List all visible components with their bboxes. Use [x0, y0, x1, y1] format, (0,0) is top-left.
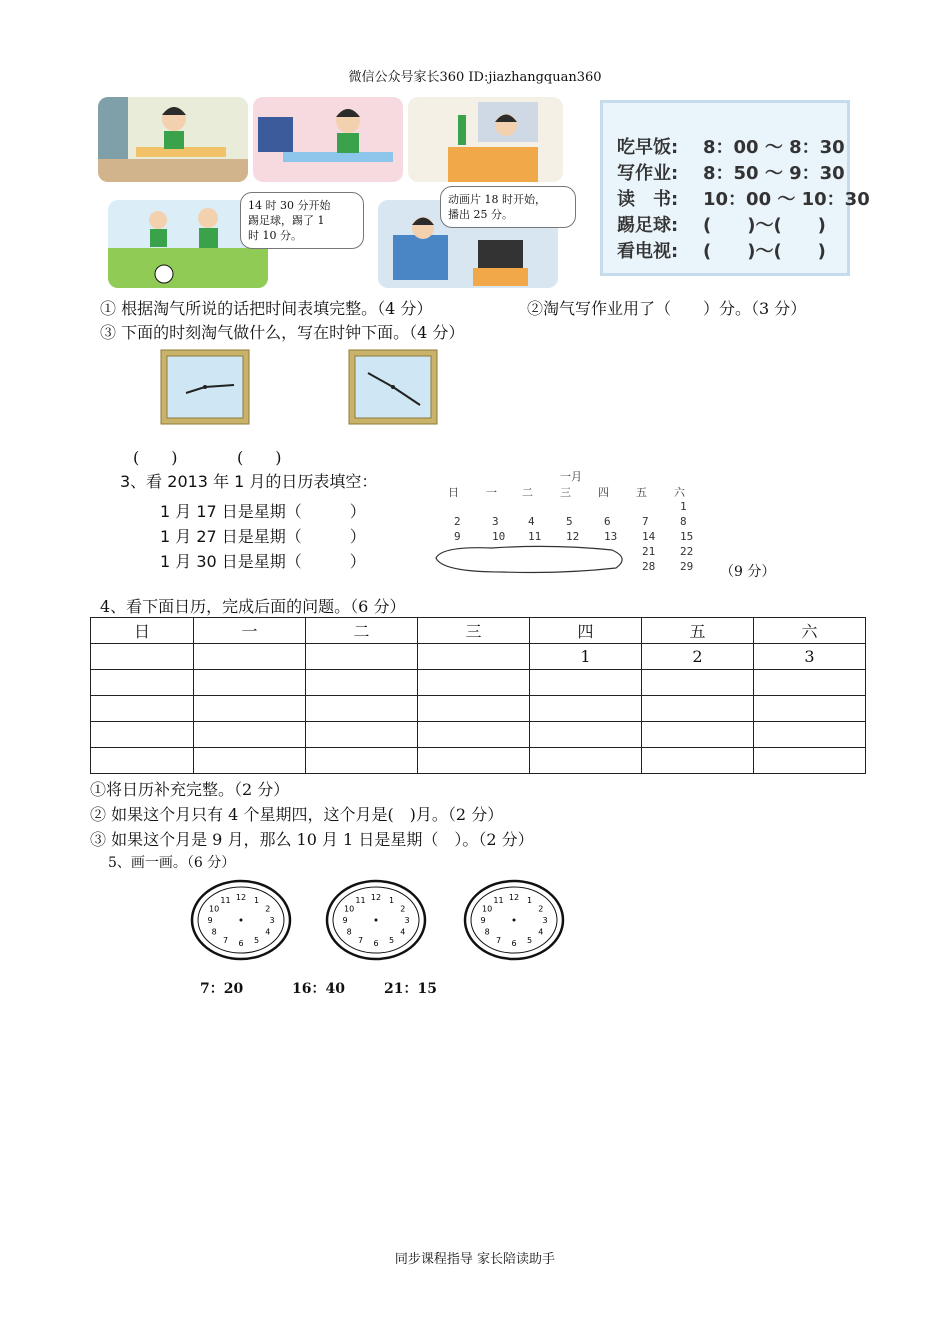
clock-numeral: 5: [526, 935, 533, 945]
table-cell[interactable]: [642, 670, 754, 696]
calendar-day: 8: [680, 515, 687, 528]
clock-numeral: 9: [207, 916, 213, 925]
table-cell[interactable]: [306, 722, 418, 748]
table-cell[interactable]: [530, 722, 642, 748]
q5-title: 5、画一画。（6 分）: [108, 855, 236, 871]
schedule-row: 读 书: 10：00 ～ 10：30: [617, 189, 870, 210]
header-cell: 六: [754, 618, 866, 644]
clock-center: [513, 919, 516, 922]
clock-numeral: 7: [495, 935, 502, 945]
table-row: [91, 722, 866, 748]
weekday-label: 一: [486, 486, 497, 499]
table-row: [91, 670, 866, 696]
table-cell[interactable]: [91, 696, 194, 722]
table-cell[interactable]: [91, 670, 194, 696]
clock-numeral: 6: [238, 939, 244, 948]
calendar-day: 11: [528, 530, 542, 543]
table-row: [91, 748, 866, 774]
clock-numeral: 7: [222, 935, 229, 945]
blank-clock-face[interactable]: [190, 879, 292, 961]
header-cell: 三: [418, 618, 530, 644]
table-cell[interactable]: [642, 722, 754, 748]
q3-title: 3、看 2013 年 1 月的日历表填空：: [120, 472, 378, 491]
table-cell[interactable]: [754, 748, 866, 774]
table-cell[interactable]: [418, 644, 530, 670]
table-cell[interactable]: [91, 748, 194, 774]
clock-numeral: 1: [526, 896, 533, 906]
table-cell[interactable]: [530, 748, 642, 774]
calendar-day: 9: [454, 530, 461, 543]
q2-part3: ③ 下面的时刻淘气做什么，写在时钟下面。（4 分）: [100, 323, 465, 342]
calendar-day: 6: [604, 515, 611, 528]
clock-center: [240, 919, 243, 922]
table-cell[interactable]: [754, 670, 866, 696]
clock-numeral: 9: [480, 916, 486, 925]
table-cell[interactable]: [418, 748, 530, 774]
calendar-day: 15: [680, 530, 694, 543]
table-cell[interactable]: [530, 696, 642, 722]
table-cell[interactable]: [91, 722, 194, 748]
clock-numeral: 11: [220, 896, 231, 906]
clock-numeral: 1: [388, 896, 395, 906]
clock-numeral: 10: [482, 904, 493, 914]
scene-homework: [253, 97, 403, 182]
table-cell[interactable]: [306, 748, 418, 774]
weekday-label: 日: [448, 486, 459, 499]
weekday-label: 五: [636, 486, 647, 499]
cartoon-speech-bubble: 动画片 18 时开始， 播出 25 分。: [440, 186, 576, 228]
time-label-3: 21：15: [384, 981, 437, 997]
weekday-label: 四: [598, 486, 609, 499]
clock-numeral: 2: [400, 904, 406, 914]
clock-numeral: 8: [211, 927, 217, 937]
table-cell[interactable]: [194, 696, 306, 722]
clock-numeral: 6: [373, 939, 379, 948]
clock-numeral: 3: [542, 916, 548, 925]
table-header-row: [91, 618, 866, 644]
q4-calendar-table: [90, 617, 866, 774]
table-cell[interactable]: [754, 722, 866, 748]
clock-numeral: 5: [253, 935, 260, 945]
table-cell[interactable]: [306, 696, 418, 722]
table-cell[interactable]: [418, 722, 530, 748]
calendar-day: 3: [492, 515, 499, 528]
table-cell[interactable]: [642, 748, 754, 774]
clock-numeral: 6: [511, 939, 517, 948]
time-label-2: 16：40: [292, 981, 345, 997]
q3-line-1: 1 月 17 日是星期（ ）: [160, 502, 366, 521]
table-cell[interactable]: 3: [754, 644, 866, 670]
time-label-1: 7：20: [200, 981, 244, 997]
table-cell[interactable]: [642, 696, 754, 722]
table-cell[interactable]: [754, 696, 866, 722]
schedule-row: 写作业: 8：50 ～ 9：30: [617, 163, 845, 184]
table-cell[interactable]: [418, 696, 530, 722]
header-cell: 四: [530, 618, 642, 644]
calendar-day: 7: [642, 515, 649, 528]
clock-numeral: 3: [269, 916, 275, 925]
football-speech-bubble: 14 时 30 分开始 踢足球，踢了 1 时 10 分。: [240, 192, 364, 249]
square-clock-1: [160, 349, 250, 429]
clock-numeral: 1: [253, 896, 260, 906]
clock-numeral: 2: [538, 904, 544, 914]
clock-numeral: 9: [342, 916, 348, 925]
clock-numeral: 12: [370, 893, 382, 902]
calendar-day: 12: [566, 530, 580, 543]
calendar-day: 2: [454, 515, 461, 528]
clock2-answer-blank[interactable]: ( ): [237, 448, 282, 467]
clock-numeral: 11: [493, 896, 504, 906]
weekday-label: 二: [522, 486, 533, 499]
table-cell[interactable]: [194, 748, 306, 774]
calendar-torn-blob: [432, 540, 632, 576]
table-row: [91, 696, 866, 722]
q3-line-2: 1 月 27 日是星期（ ）: [160, 527, 366, 546]
clock-numeral: 2: [265, 904, 271, 914]
clock-numeral: 12: [235, 893, 247, 902]
calendar-day: 4: [528, 515, 535, 528]
clock-numeral: 4: [265, 927, 271, 937]
calendar-day: 29: [680, 560, 694, 573]
calendar-day: 10: [492, 530, 506, 543]
clock-numeral: 12: [508, 893, 520, 902]
header-cell: 日: [91, 618, 194, 644]
table-cell[interactable]: [194, 644, 306, 670]
q3-score: （9 分）: [720, 564, 776, 580]
square-clock-2: [348, 349, 438, 429]
table-row: [91, 644, 866, 670]
table-cell[interactable]: 1: [530, 644, 642, 670]
clock-numeral: 11: [355, 896, 366, 906]
clock-numeral: 3: [404, 916, 410, 925]
jan-calendar-month: 一月: [560, 470, 582, 483]
header-cell: 五: [642, 618, 754, 644]
page-header: 微信公众号家长360 ID:jiazhangquan360: [348, 70, 602, 85]
clock-numeral: 10: [209, 904, 220, 914]
header-cell: 一: [194, 618, 306, 644]
clock-numeral: 4: [538, 927, 544, 937]
table-cell[interactable]: 2: [642, 644, 754, 670]
scene-breakfast: [98, 97, 248, 182]
clock-center: [375, 919, 378, 922]
clock1-answer-blank[interactable]: ( ): [133, 448, 178, 467]
clock-numeral: 5: [388, 935, 395, 945]
schedule-row: 踢足球: ( )～( ): [617, 215, 826, 236]
clock-numeral: 8: [484, 927, 490, 937]
table-cell[interactable]: [306, 644, 418, 670]
clock-numeral: 4: [400, 927, 406, 937]
clock-numeral: 8: [346, 927, 352, 937]
q4-sub1: ①将日历补充完整。（2 分）: [90, 780, 290, 799]
calendar-day: 14: [642, 530, 656, 543]
blank-clock-face[interactable]: [325, 879, 427, 961]
q2-part2: ②淘气写作业用了（ ）分。（3 分）: [527, 299, 807, 318]
table-cell[interactable]: [194, 670, 306, 696]
table-cell[interactable]: [530, 670, 642, 696]
calendar-day: 22: [680, 545, 694, 558]
calendar-day: 21: [642, 545, 656, 558]
weekday-label: 三: [560, 486, 571, 499]
calendar-day: 1: [680, 500, 687, 513]
clock-numeral: 7: [357, 935, 364, 945]
table-cell[interactable]: [418, 670, 530, 696]
calendar-day: 13: [604, 530, 618, 543]
q4-sub2: ② 如果这个月只有 4 个星期四，这个月是( )月。（2 分）: [90, 805, 504, 824]
schedule-board: [600, 100, 870, 276]
q4-title: 4、看下面日历，完成后面的问题。（6 分）: [100, 597, 406, 616]
page-footer: 同步课程指导 家长陪读助手: [394, 1252, 556, 1267]
q4-sub3: ③ 如果这个月是 9 月，那么 10 月 1 日是星期（ ）。（2 分）: [90, 830, 534, 849]
header-cell: 二: [306, 618, 418, 644]
clock-numeral: 10: [344, 904, 355, 914]
table-cell[interactable]: [194, 722, 306, 748]
calendar-day: 5: [566, 515, 573, 528]
calendar-day: 28: [642, 560, 656, 573]
blank-clock-face[interactable]: [463, 879, 565, 961]
table-cell[interactable]: [91, 644, 194, 670]
schedule-row: 吃早饭: 8：00 ～ 8：30: [617, 137, 845, 158]
q2-part1: ① 根据淘气所说的话把时间表填完整。（4 分）: [100, 299, 433, 318]
table-cell[interactable]: [306, 670, 418, 696]
scene-reading: [408, 97, 563, 182]
schedule-row: 看电视: ( )～( ): [617, 241, 826, 262]
q3-line-3: 1 月 30 日是星期（ ）: [160, 552, 366, 571]
weekday-label: 六: [674, 486, 685, 499]
